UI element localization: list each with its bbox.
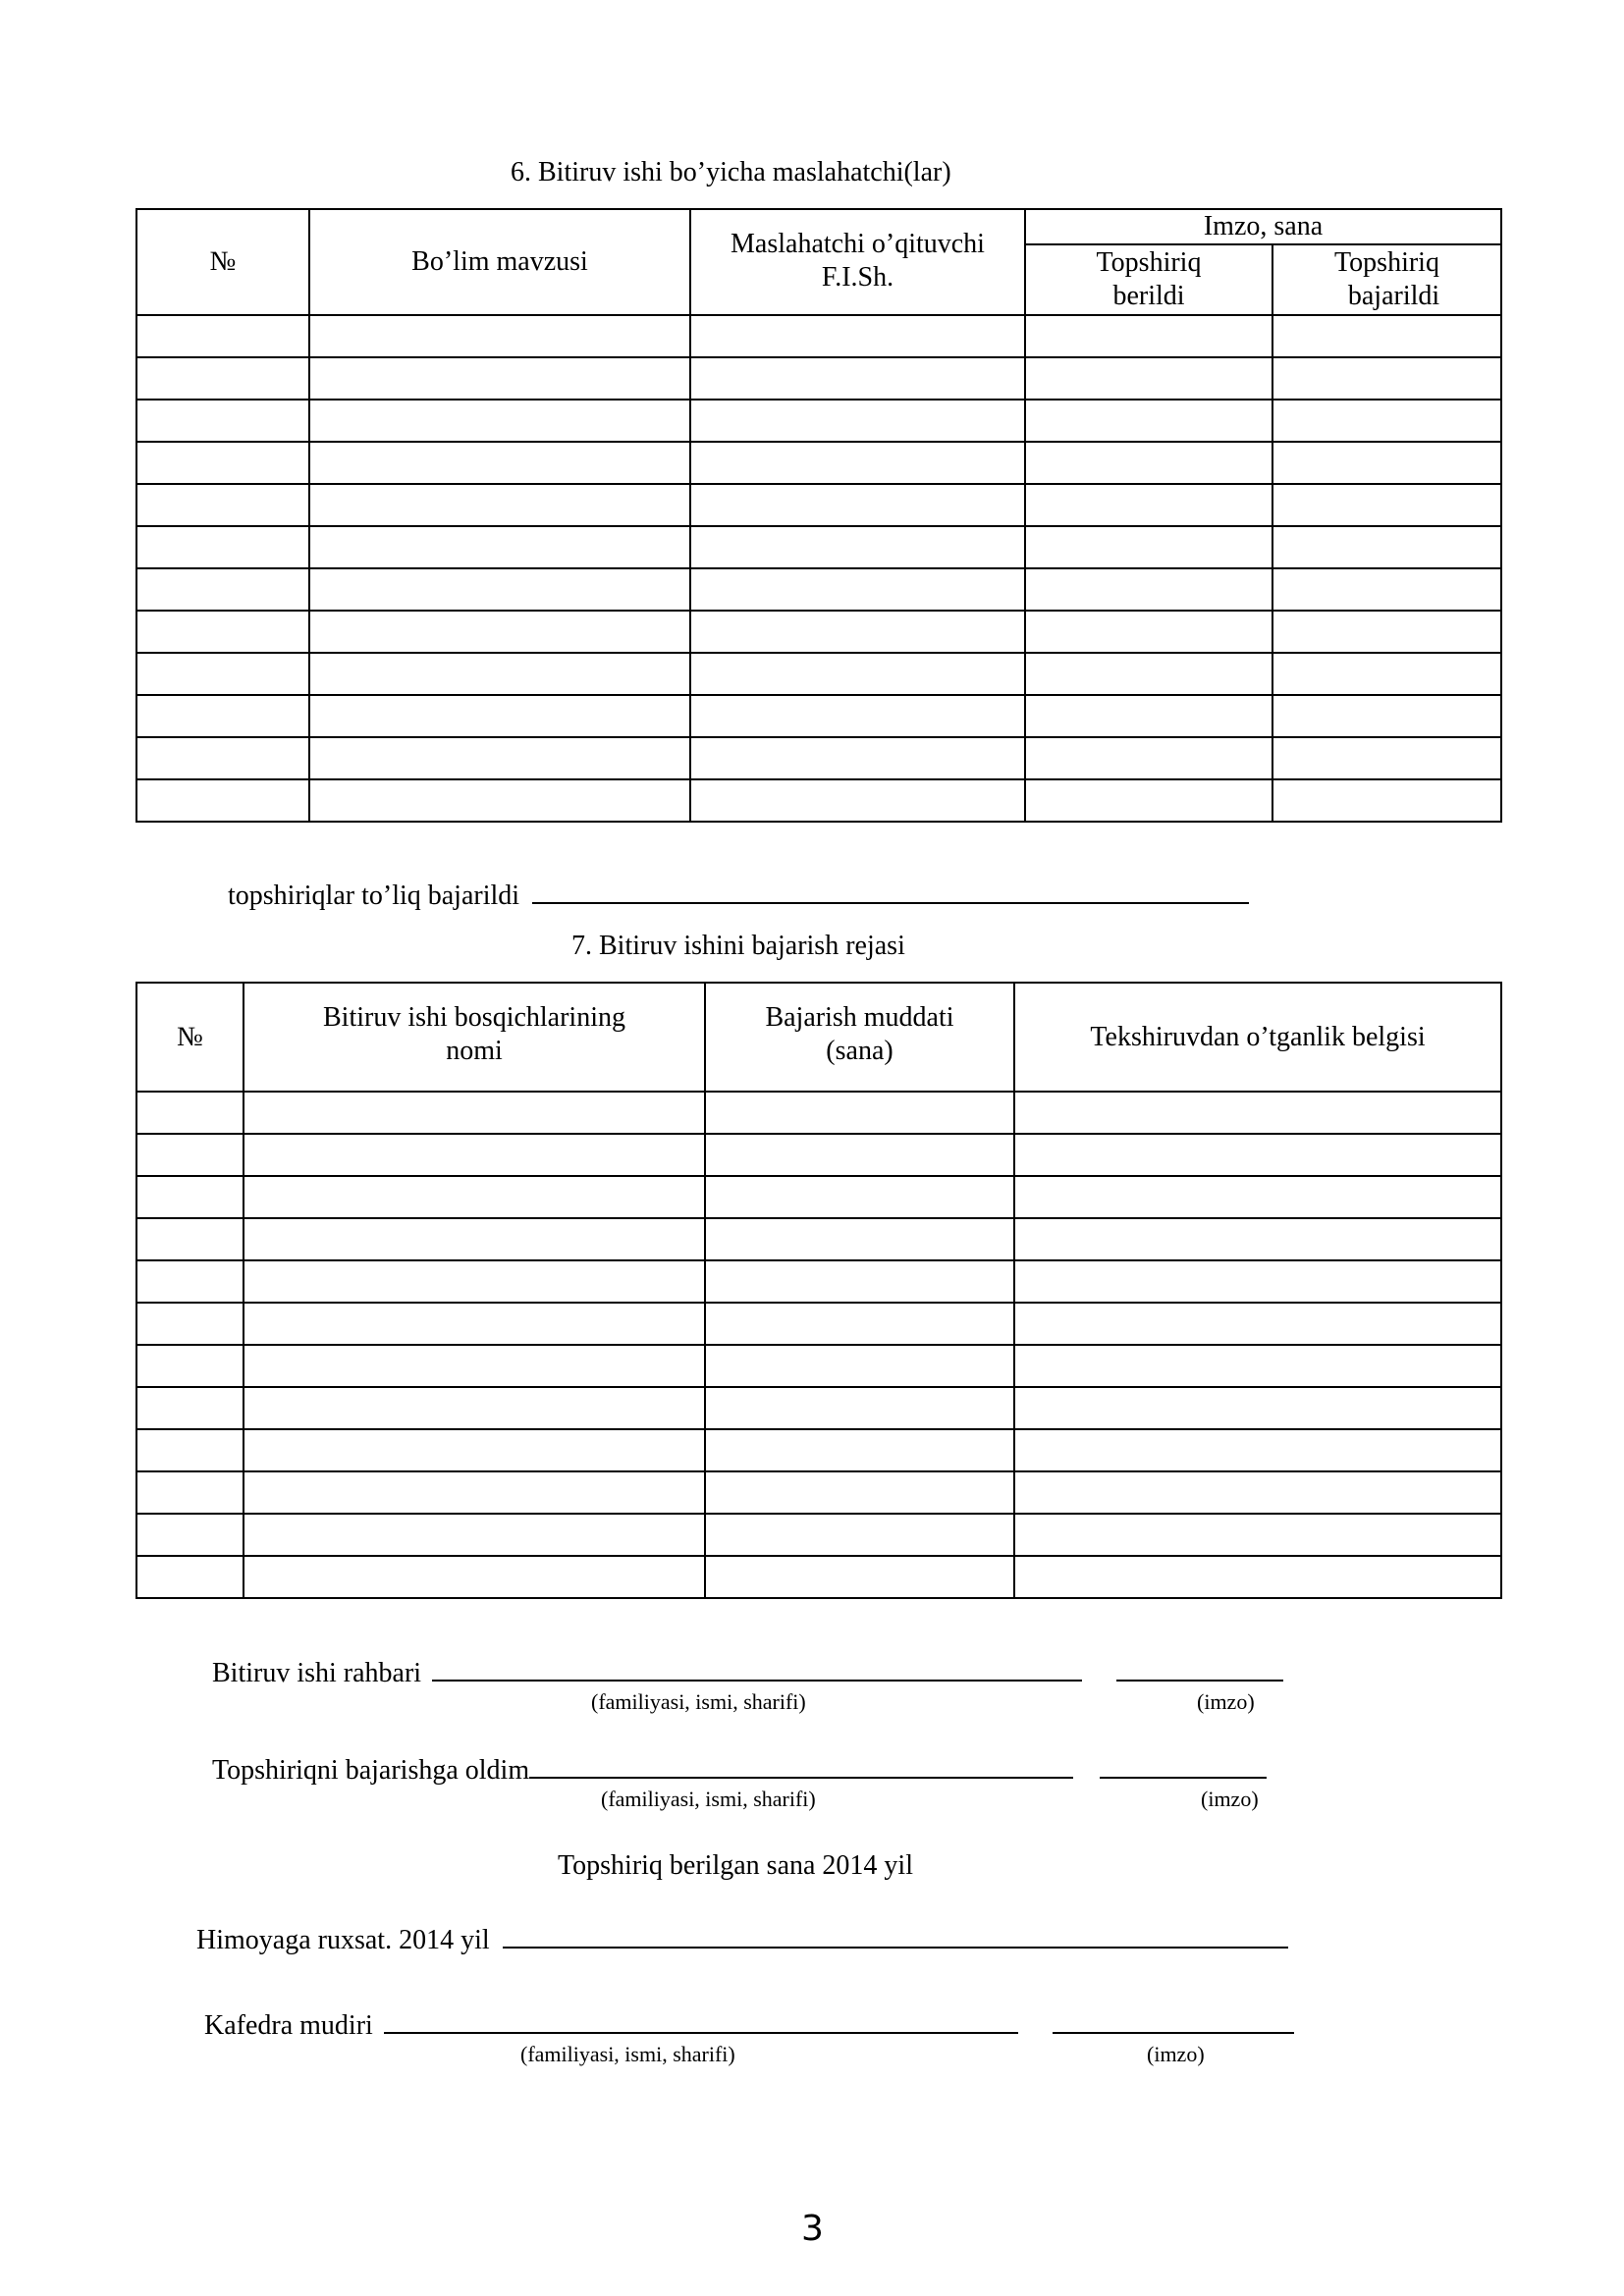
- supervisor-name-caption: (familiyasi, ismi, sharifi): [591, 1689, 806, 1714]
- work-plan-table-cell[interactable]: [705, 1471, 1014, 1514]
- advisor-header-line2: F.I.Sh.: [821, 262, 894, 293]
- col-num-header: №: [136, 209, 309, 315]
- supervisor-line: [212, 1654, 1283, 1689]
- advisors-table-row: [136, 526, 1501, 568]
- completion-line: [228, 877, 1249, 912]
- col-stages-header: [244, 983, 705, 1092]
- work-plan-table-cell[interactable]: [1014, 1556, 1501, 1598]
- work-plan-table-cell[interactable]: [136, 1134, 244, 1176]
- work-plan-table-row: [136, 1471, 1501, 1514]
- advisors-table-cell[interactable]: [136, 568, 309, 611]
- advisors-table-body: [136, 315, 1501, 822]
- accepted-line: [212, 1751, 1267, 1787]
- advisors-table-cell[interactable]: [309, 568, 690, 611]
- advisors-table-row: [136, 568, 1501, 611]
- advisors-table-row: [136, 442, 1501, 484]
- col-advisor-header: [690, 209, 1025, 315]
- work-plan-table-cell[interactable]: [244, 1471, 705, 1514]
- advisors-table-row: [136, 779, 1501, 822]
- head-name-blank[interactable]: [384, 2006, 1018, 2034]
- defense-blank[interactable]: [503, 1921, 1288, 1949]
- advisors-table-cell[interactable]: [1272, 315, 1501, 357]
- work-plan-table-cell[interactable]: [1014, 1260, 1501, 1303]
- work-plan-table-row: [136, 1092, 1501, 1134]
- advisors-table-cell[interactable]: [1025, 484, 1272, 526]
- work-plan-table-row: [136, 1303, 1501, 1345]
- advisors-table-cell[interactable]: [309, 484, 690, 526]
- head-sign-caption: (imzo): [1147, 2042, 1205, 2066]
- work-plan-table-row: [136, 1218, 1501, 1260]
- work-plan-table-body: [136, 1092, 1501, 1598]
- advisors-table-cell[interactable]: [1025, 695, 1272, 737]
- advisors-table-row: [136, 357, 1501, 400]
- advisors-table-cell[interactable]: [690, 442, 1025, 484]
- advisors-table-row: [136, 695, 1501, 737]
- advisors-table-cell[interactable]: [1272, 568, 1501, 611]
- col-task-given-header: [1025, 244, 1272, 315]
- advisors-table-cell[interactable]: [690, 526, 1025, 568]
- work-plan-table-cell[interactable]: [705, 1514, 1014, 1556]
- work-plan-table-cell[interactable]: [705, 1303, 1014, 1345]
- work-plan-table-cell[interactable]: [136, 1556, 244, 1598]
- advisors-table-cell[interactable]: [1272, 779, 1501, 822]
- work-plan-table-cell[interactable]: [244, 1387, 705, 1429]
- advisors-table-cell[interactable]: [690, 315, 1025, 357]
- work-plan-table-cell[interactable]: [1014, 1303, 1501, 1345]
- deadline-line1: Bajarish muddati: [765, 1002, 954, 1033]
- advisors-table-cell[interactable]: [690, 779, 1025, 822]
- accepted-sign-caption: (imzo): [1201, 1787, 1259, 1811]
- supervisor-label: Bitiruv ishi rahbari: [212, 1658, 422, 1688]
- advisors-table-cell[interactable]: [309, 737, 690, 779]
- advisors-table-cell[interactable]: [690, 400, 1025, 442]
- advisors-table-cell[interactable]: [1025, 611, 1272, 653]
- advisors-table-cell[interactable]: [690, 611, 1025, 653]
- supervisor-sign-blank[interactable]: [1116, 1654, 1283, 1682]
- advisors-table-row: [136, 484, 1501, 526]
- advisors-table-cell[interactable]: [690, 568, 1025, 611]
- defense-line: [196, 1921, 1288, 1956]
- work-plan-table-row: [136, 1514, 1501, 1556]
- work-plan-table-cell[interactable]: [136, 1092, 244, 1134]
- advisors-table-cell[interactable]: [309, 357, 690, 400]
- work-plan-table-cell[interactable]: [136, 1260, 244, 1303]
- work-plan-table-cell[interactable]: [244, 1303, 705, 1345]
- advisors-table-row: [136, 611, 1501, 653]
- advisors-table-cell[interactable]: [1025, 653, 1272, 695]
- supervisor-sign-caption: (imzo): [1197, 1689, 1255, 1714]
- col-num-header-7: №: [136, 983, 244, 1092]
- section6-title: 6. Bitiruv ishi bo’yicha maslahatchi(lar): [511, 157, 951, 187]
- work-plan-table-cell[interactable]: [136, 1218, 244, 1260]
- work-plan-table-cell[interactable]: [705, 1260, 1014, 1303]
- advisors-table-cell[interactable]: [690, 357, 1025, 400]
- advisors-table-cell[interactable]: [1025, 779, 1272, 822]
- work-plan-table-cell[interactable]: [1014, 1429, 1501, 1471]
- advisors-table-cell[interactable]: [136, 737, 309, 779]
- supervisor-name-blank[interactable]: [432, 1654, 1082, 1682]
- advisors-table-row: [136, 315, 1501, 357]
- advisors-table-cell[interactable]: [1272, 526, 1501, 568]
- work-plan-table-row: [136, 1260, 1501, 1303]
- work-plan-table: [135, 982, 1502, 1599]
- advisors-table-cell[interactable]: [1272, 611, 1501, 653]
- work-plan-table-cell[interactable]: [136, 1471, 244, 1514]
- work-plan-table-cell[interactable]: [244, 1218, 705, 1260]
- advisors-table-cell[interactable]: [309, 442, 690, 484]
- advisors-table-cell[interactable]: [136, 653, 309, 695]
- advisors-table-cell[interactable]: [1025, 400, 1272, 442]
- work-plan-table-cell[interactable]: [244, 1134, 705, 1176]
- advisors-table-row: [136, 737, 1501, 779]
- advisors-table-cell[interactable]: [1272, 737, 1501, 779]
- accepted-label: Topshiriqni bajarishga oldim: [212, 1755, 530, 1786]
- page-number: 3: [801, 2209, 824, 2249]
- advisor-header-line1: Maslahatchi o’qituvchi: [731, 229, 985, 259]
- advisors-table-cell[interactable]: [1272, 653, 1501, 695]
- advisors-table-cell[interactable]: [1025, 526, 1272, 568]
- advisors-table-cell[interactable]: [309, 526, 690, 568]
- advisors-table-cell[interactable]: [136, 400, 309, 442]
- work-plan-table-cell[interactable]: [705, 1092, 1014, 1134]
- deadline-line2: (sana): [826, 1036, 893, 1066]
- work-plan-table-cell[interactable]: [244, 1176, 705, 1218]
- work-plan-table-cell[interactable]: [136, 1176, 244, 1218]
- task-given-line1: Topshiriq: [1096, 247, 1202, 278]
- work-plan-table-cell[interactable]: [705, 1556, 1014, 1598]
- work-plan-table-cell[interactable]: [136, 1303, 244, 1345]
- work-plan-table-cell[interactable]: [244, 1514, 705, 1556]
- col-signature-date-header: Imzo, sana: [1025, 209, 1501, 244]
- work-plan-table-row: [136, 1556, 1501, 1598]
- col-deadline-header: [705, 983, 1014, 1092]
- advisors-table-cell[interactable]: [690, 653, 1025, 695]
- work-plan-table-cell[interactable]: [244, 1556, 705, 1598]
- work-plan-table-cell[interactable]: [244, 1345, 705, 1387]
- head-name-caption: (familiyasi, ismi, sharifi): [520, 2042, 735, 2066]
- advisors-table-cell[interactable]: [136, 611, 309, 653]
- work-plan-table-cell[interactable]: [136, 1429, 244, 1471]
- work-plan-table-cell[interactable]: [1014, 1471, 1501, 1514]
- work-plan-table-cell[interactable]: [705, 1387, 1014, 1429]
- work-plan-table-cell[interactable]: [1014, 1218, 1501, 1260]
- advisors-table-cell[interactable]: [309, 695, 690, 737]
- work-plan-table-cell[interactable]: [705, 1429, 1014, 1471]
- work-plan-table-cell[interactable]: [1014, 1514, 1501, 1556]
- work-plan-table-row: [136, 1429, 1501, 1471]
- advisors-table-cell[interactable]: [136, 484, 309, 526]
- task-date-text: Topshiriq berilgan sana 2014 yil: [558, 1850, 913, 1881]
- advisors-table-cell[interactable]: [1025, 315, 1272, 357]
- col-task-done-header: [1272, 244, 1501, 315]
- work-plan-table-cell[interactable]: [1014, 1092, 1501, 1134]
- advisors-table-row: [136, 400, 1501, 442]
- accepted-name-blank[interactable]: [529, 1751, 1073, 1779]
- work-plan-table-cell[interactable]: [1014, 1134, 1501, 1176]
- completion-blank[interactable]: [532, 877, 1249, 904]
- advisors-table-cell[interactable]: [136, 779, 309, 822]
- advisors-table-cell[interactable]: [1272, 442, 1501, 484]
- work-plan-table-cell[interactable]: [705, 1218, 1014, 1260]
- advisors-table-cell[interactable]: [136, 357, 309, 400]
- work-plan-table-cell[interactable]: [244, 1092, 705, 1134]
- stages-line2: nomi: [446, 1036, 503, 1066]
- work-plan-table-cell[interactable]: [705, 1176, 1014, 1218]
- work-plan-table-cell[interactable]: [136, 1514, 244, 1556]
- work-plan-table-cell[interactable]: [705, 1345, 1014, 1387]
- task-done-line2: bajarildi: [1347, 281, 1440, 311]
- task-given-line2: berildi: [1112, 281, 1185, 311]
- advisors-table-cell[interactable]: [690, 484, 1025, 526]
- advisors-table-cell[interactable]: [1025, 442, 1272, 484]
- work-plan-table-row: [136, 1176, 1501, 1218]
- section7-title: 7. Bitiruv ishini bajarish rejasi: [571, 931, 905, 961]
- work-plan-table-row: [136, 1387, 1501, 1429]
- advisors-table-cell[interactable]: [309, 400, 690, 442]
- work-plan-table-cell[interactable]: [136, 1345, 244, 1387]
- advisors-table-cell[interactable]: [690, 695, 1025, 737]
- head-label: Kafedra mudiri: [204, 2010, 373, 2041]
- advisors-table-cell[interactable]: [1025, 357, 1272, 400]
- stages-line1: Bitiruv ishi bosqichlarining: [323, 1002, 625, 1033]
- advisors-table-cell[interactable]: [309, 611, 690, 653]
- col-topic-header: Bo’lim mavzusi: [309, 209, 690, 315]
- advisors-table-cell[interactable]: [1272, 400, 1501, 442]
- accepted-sign-blank[interactable]: [1100, 1751, 1267, 1779]
- advisors-table-cell[interactable]: [1025, 737, 1272, 779]
- advisors-table-cell[interactable]: [1272, 484, 1501, 526]
- work-plan-table-cell[interactable]: [1014, 1176, 1501, 1218]
- advisors-table-row: [136, 653, 1501, 695]
- defense-label: Himoyaga ruxsat. 2014 yil: [196, 1925, 490, 1955]
- advisors-table-cell[interactable]: [136, 315, 309, 357]
- advisors-table-cell[interactable]: [309, 779, 690, 822]
- advisors-table-cell[interactable]: [309, 653, 690, 695]
- advisors-table-cell[interactable]: [136, 526, 309, 568]
- advisors-table-cell[interactable]: [136, 695, 309, 737]
- work-plan-table-cell[interactable]: [136, 1387, 244, 1429]
- work-plan-table-cell[interactable]: [1014, 1387, 1501, 1429]
- advisors-table-cell[interactable]: [1025, 568, 1272, 611]
- advisors-table: [135, 208, 1502, 823]
- work-plan-table-cell[interactable]: [705, 1134, 1014, 1176]
- accepted-name-caption: (familiyasi, ismi, sharifi): [601, 1787, 816, 1811]
- completion-label: topshiriqlar to’liq bajarildi: [228, 881, 520, 911]
- advisors-table-cell[interactable]: [690, 737, 1025, 779]
- col-check-header: Tekshiruvdan o’tganlik belgisi: [1014, 983, 1501, 1092]
- head-line: [204, 2006, 1294, 2042]
- work-plan-table-row: [136, 1345, 1501, 1387]
- head-sign-blank[interactable]: [1053, 2006, 1294, 2034]
- advisors-table-cell[interactable]: [136, 442, 309, 484]
- work-plan-table-row: [136, 1134, 1501, 1176]
- advisors-table-cell[interactable]: [1272, 357, 1501, 400]
- advisors-table-cell[interactable]: [1272, 695, 1501, 737]
- work-plan-table-cell[interactable]: [1014, 1345, 1501, 1387]
- advisors-table-cell[interactable]: [309, 315, 690, 357]
- work-plan-table-cell[interactable]: [244, 1260, 705, 1303]
- task-done-line1: Topshiriq: [1334, 247, 1439, 278]
- work-plan-table-cell[interactable]: [244, 1429, 705, 1471]
